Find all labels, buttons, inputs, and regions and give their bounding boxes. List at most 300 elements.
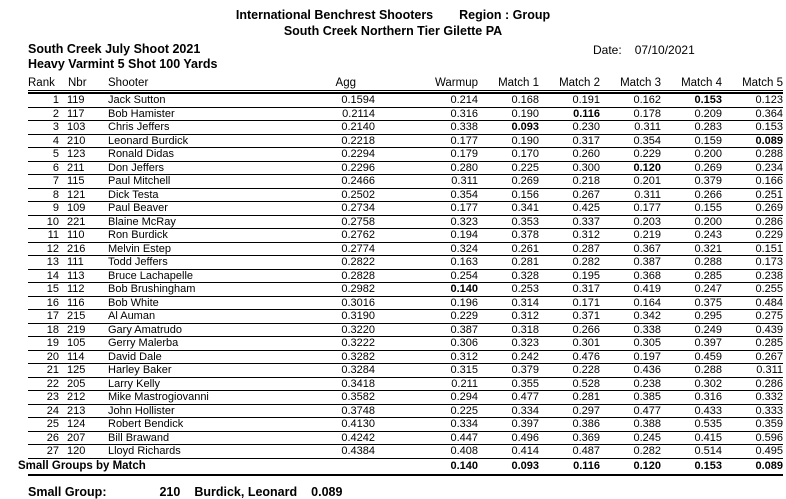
shooter-cell: Todd Jeffers [108, 256, 168, 268]
rank-cell: 5 [52, 148, 59, 160]
nbr-cell: 211 [67, 161, 85, 174]
rank-cell: 21 [46, 364, 59, 376]
shooter-cell: Dick Testa [108, 188, 159, 201]
column-header-warmup: Warmup [434, 77, 478, 89]
nbr-cell: 115 [67, 175, 85, 187]
match5-cell: 0.153 [755, 121, 783, 133]
match5-cell: 0.234 [755, 161, 783, 174]
match4-cell: 0.433 [694, 404, 722, 417]
table-row [28, 148, 783, 162]
agg-cell: 0.2294 [341, 148, 375, 160]
match3-cell: 0.388 [633, 418, 661, 430]
match2-cell: 0.337 [572, 215, 600, 228]
match3-cell: 0.238 [633, 377, 661, 390]
match3-cell: 0.387 [633, 256, 661, 268]
nbr-cell: 205 [67, 377, 86, 390]
match5-cell: 0.267 [755, 350, 783, 363]
rank-cell: 26 [46, 431, 59, 444]
match5-cell: 0.123 [755, 94, 783, 106]
match4-cell: 0.288 [694, 364, 722, 376]
match5-cell: 0.286 [755, 377, 783, 390]
agg-cell: 0.2828 [341, 269, 375, 282]
small-group-shooter: Burdick, Leonard [194, 484, 298, 499]
table-row [28, 175, 783, 189]
rank-cell: 8 [52, 188, 59, 201]
match2-cell: 0.317 [572, 283, 600, 295]
match4-cell: 0.288 [694, 256, 722, 268]
match5-cell: 0.596 [755, 431, 783, 444]
match1-cell: 0.496 [511, 431, 539, 444]
match2-cell: 0.317 [572, 134, 600, 147]
warmup-cell: 0.177 [450, 202, 478, 214]
rank-cell: 4 [52, 134, 59, 147]
agg-cell: 0.2218 [341, 134, 375, 147]
warmup-cell: 0.306 [450, 337, 478, 349]
shooter-cell: Paul Mitchell [108, 175, 171, 187]
match1-cell: 0.414 [511, 445, 539, 457]
match1-cell: 0.341 [511, 202, 539, 214]
agg-cell: 0.2982 [341, 283, 375, 295]
match1-cell: 0.355 [511, 377, 539, 390]
match4-cell: 0.316 [694, 391, 722, 403]
table-row [28, 310, 783, 324]
nbr-cell: 109 [67, 202, 86, 214]
shooter-cell: Bob Brushingham [108, 283, 196, 295]
shooter-cell: Ron Burdick [108, 229, 168, 241]
match1-cell: 0.334 [511, 404, 539, 417]
match3-cell: 0.419 [633, 283, 661, 295]
small-groups-label: Small Groups by Match [18, 459, 146, 472]
shooter-cell: Larry Kelly [108, 377, 160, 390]
agg-cell: 0.2774 [341, 242, 375, 255]
shooter-cell: Leonard Burdick [108, 134, 189, 147]
warmup-cell: 0.338 [450, 121, 478, 133]
match4-cell: 0.535 [694, 418, 722, 430]
shooter-cell: Ronald Didas [108, 148, 175, 160]
match1-cell: 0.190 [511, 134, 539, 147]
shooter-cell: David Dale [108, 350, 162, 363]
match1-cell: 0.093 [511, 121, 539, 133]
small-group-match4: 0.153 [694, 459, 722, 472]
match4-cell: 0.302 [694, 377, 722, 390]
nbr-cell: 117 [67, 107, 85, 120]
rank-cell: 13 [46, 256, 59, 268]
match5-cell: 0.151 [755, 242, 783, 255]
small-group-value: 0.089 [311, 484, 343, 499]
warmup-cell: 0.254 [450, 269, 478, 282]
nbr-cell: 123 [67, 148, 86, 160]
match5-cell: 0.332 [755, 391, 783, 403]
table-row [28, 135, 783, 149]
match5-cell: 0.439 [755, 323, 783, 336]
match3-cell: 0.219 [633, 229, 661, 241]
match1-cell: 0.323 [511, 337, 539, 349]
agg-cell: 0.2762 [341, 229, 375, 241]
match4-cell: 0.397 [694, 337, 722, 349]
agg-cell: 0.3190 [341, 310, 375, 322]
nbr-cell: 213 [67, 404, 86, 417]
match3-cell: 0.178 [633, 107, 661, 120]
nbr-cell: 210 [67, 134, 86, 147]
match3-cell: 0.197 [633, 350, 661, 363]
table-row [28, 108, 783, 122]
agg-cell: 0.2734 [341, 202, 375, 214]
date-block [593, 43, 695, 57]
match5-cell: 0.229 [755, 229, 783, 241]
table-row [28, 162, 783, 176]
warmup-cell: 0.334 [450, 418, 478, 430]
nbr-cell: 121 [67, 188, 86, 201]
match2-cell: 0.386 [572, 418, 600, 430]
match2-cell: 0.230 [572, 121, 600, 133]
match2-cell: 0.195 [572, 269, 600, 282]
match3-cell: 0.203 [633, 215, 661, 228]
agg-cell: 0.2296 [341, 161, 375, 174]
match1-cell: 0.253 [511, 283, 539, 295]
match5-cell: 0.333 [755, 404, 783, 417]
warmup-cell: 0.194 [450, 229, 478, 241]
small-group-match2: 0.116 [573, 459, 600, 472]
match3-cell: 0.436 [633, 364, 661, 376]
match2-cell: 0.487 [572, 445, 600, 457]
match1-cell: 0.328 [511, 269, 539, 282]
nbr-cell: 103 [67, 121, 86, 133]
nbr-cell: 221 [67, 215, 86, 228]
match2-cell: 0.191 [572, 94, 600, 106]
agg-cell: 0.3282 [341, 350, 375, 363]
date-label: Date: [593, 43, 622, 57]
match4-cell: 0.295 [694, 310, 722, 322]
match1-cell: 0.168 [511, 94, 539, 106]
event-name: South Creek July Shoot 2021 [28, 42, 201, 56]
match4-cell: 0.415 [694, 431, 722, 444]
warmup-cell: 0.315 [450, 364, 478, 376]
match2-cell: 0.267 [572, 188, 600, 201]
match1-cell: 0.318 [511, 323, 539, 336]
agg-cell: 0.4130 [341, 418, 375, 430]
shooter-cell: Blaine McRay [108, 215, 176, 228]
nbr-cell: 116 [67, 296, 85, 309]
table-row [28, 270, 783, 284]
rank-cell: 1 [52, 94, 59, 106]
small-group-match1: 0.093 [511, 459, 539, 472]
table-row [28, 324, 783, 338]
small-group-nbr: 210 [159, 484, 181, 499]
warmup-cell: 0.324 [450, 242, 478, 255]
warmup-cell: 0.140 [450, 283, 478, 295]
match2-cell: 0.281 [572, 391, 600, 403]
match5-cell: 0.285 [755, 337, 783, 349]
nbr-cell: 110 [67, 229, 85, 241]
warmup-cell: 0.387 [450, 323, 478, 336]
match5-cell: 0.484 [755, 296, 783, 309]
match1-cell: 0.477 [511, 391, 539, 403]
table-row [28, 351, 783, 365]
small-group-match3: 0.120 [633, 459, 661, 472]
column-header-agg: Agg [335, 77, 356, 89]
match3-cell: 0.368 [633, 269, 661, 282]
nbr-cell: 125 [67, 364, 86, 376]
match3-cell: 0.120 [633, 161, 661, 174]
match1-cell: 0.170 [511, 148, 539, 160]
nbr-cell: 120 [67, 445, 86, 457]
warmup-cell: 0.447 [450, 431, 478, 444]
match1-cell: 0.397 [511, 418, 539, 430]
agg-cell: 0.2758 [341, 215, 375, 228]
small-group-label: Small Group: [28, 484, 107, 499]
table-row [28, 243, 783, 257]
match2-cell: 0.300 [572, 161, 600, 174]
match4-cell: 0.321 [694, 242, 722, 255]
table-row [28, 94, 783, 108]
agg-cell: 0.3220 [341, 323, 375, 336]
match2-cell: 0.528 [572, 377, 600, 390]
shooter-cell: Al Auman [108, 310, 156, 322]
match2-cell: 0.476 [572, 350, 600, 363]
match1-cell: 0.378 [511, 229, 539, 241]
match3-cell: 0.164 [633, 296, 661, 309]
match4-cell: 0.514 [694, 445, 722, 457]
rank-cell: 9 [52, 202, 59, 214]
match4-cell: 0.266 [694, 188, 722, 201]
match5-cell: 0.166 [755, 175, 783, 187]
rank-cell: 2 [52, 107, 59, 120]
agg-cell: 0.3284 [341, 364, 375, 376]
rank-cell: 11 [47, 229, 59, 241]
match5-cell: 0.364 [755, 107, 783, 120]
warmup-cell: 0.408 [450, 445, 478, 457]
rank-cell: 3 [52, 121, 59, 133]
agg-cell: 0.2502 [341, 188, 375, 201]
match4-cell: 0.200 [694, 215, 722, 228]
report-title-block [0, 0, 786, 39]
agg-cell: 0.3418 [341, 377, 375, 390]
table-header-row [28, 77, 783, 91]
agg-cell: 0.4384 [341, 445, 375, 457]
match4-cell: 0.459 [694, 350, 722, 363]
match1-cell: 0.314 [511, 296, 539, 309]
warmup-cell: 0.225 [450, 404, 478, 417]
rank-cell: 14 [46, 269, 59, 282]
match1-cell: 0.353 [511, 215, 539, 228]
match1-cell: 0.225 [511, 161, 539, 174]
nbr-cell: 207 [67, 431, 86, 444]
match3-cell: 0.367 [633, 242, 661, 255]
region-label: Region : Group [459, 8, 551, 22]
match4-cell: 0.375 [694, 296, 722, 309]
shooter-cell: John Hollister [108, 404, 175, 417]
match1-cell: 0.261 [511, 242, 539, 255]
table-row [28, 432, 783, 446]
table-row [28, 229, 783, 243]
match3-cell: 0.385 [633, 391, 661, 403]
column-header-match4: Match 4 [681, 77, 722, 89]
warmup-cell: 0.163 [450, 256, 478, 268]
shooter-cell: Bruce Lachapelle [108, 269, 194, 282]
match2-cell: 0.312 [572, 229, 600, 241]
agg-cell: 0.2114 [342, 107, 375, 120]
nbr-cell: 119 [67, 94, 85, 106]
small-group-match5: 0.089 [755, 459, 783, 472]
match2-cell: 0.369 [572, 431, 600, 444]
table-row [28, 337, 783, 351]
match5-cell: 0.359 [755, 418, 783, 430]
organization-name: International Benchrest Shooters [235, 8, 434, 22]
warmup-cell: 0.311 [451, 175, 478, 187]
date-value: 07/10/2021 [634, 43, 695, 57]
agg-cell: 0.2822 [341, 256, 375, 268]
footer-divider-rule [28, 474, 783, 476]
match1-cell: 0.281 [511, 256, 539, 268]
match5-cell: 0.238 [755, 269, 783, 282]
rank-cell: 24 [46, 404, 59, 417]
rank-cell: 17 [46, 310, 59, 322]
table-row [28, 364, 783, 378]
nbr-cell: 112 [67, 283, 85, 295]
warmup-cell: 0.280 [450, 161, 478, 174]
shooter-cell: Robert Bendick [108, 418, 184, 430]
table-body [28, 94, 783, 459]
shooter-cell: Mike Mastrogiovanni [108, 391, 209, 403]
shooter-cell: Gerry Malerba [108, 337, 179, 349]
table-row [28, 445, 783, 459]
match1-cell: 0.242 [511, 350, 539, 363]
match5-cell: 0.275 [755, 310, 783, 322]
small-group-warmup: 0.140 [450, 459, 478, 472]
shooter-cell: Chris Jeffers [108, 121, 170, 133]
shooter-cell: Melvin Estep [108, 242, 171, 255]
title-line-1 [0, 7, 786, 23]
match2-cell: 0.228 [572, 364, 600, 376]
agg-cell: 0.2140 [341, 121, 375, 133]
warmup-cell: 0.196 [450, 296, 478, 309]
rank-cell: 20 [46, 350, 59, 363]
nbr-cell: 215 [67, 310, 86, 322]
table-row [28, 283, 783, 297]
nbr-cell: 113 [67, 269, 85, 282]
shooter-cell: Jack Sutton [108, 94, 166, 106]
agg-cell: 0.3016 [341, 296, 375, 309]
nbr-cell: 105 [67, 337, 86, 349]
match5-cell: 0.269 [755, 202, 783, 214]
warmup-cell: 0.316 [450, 107, 478, 120]
table-row [28, 378, 783, 392]
column-header-match1: Match 1 [498, 77, 539, 89]
column-header-match2: Match 2 [559, 77, 600, 89]
column-header-match3: Match 3 [620, 77, 661, 89]
match2-cell: 0.266 [572, 323, 600, 336]
table-row [28, 202, 783, 216]
table-row [28, 418, 783, 432]
table-row [28, 216, 783, 230]
table-row [28, 256, 783, 270]
match3-cell: 0.311 [634, 121, 661, 133]
match3-cell: 0.201 [633, 175, 661, 187]
agg-cell: 0.2466 [341, 175, 375, 187]
match4-cell: 0.249 [694, 323, 722, 336]
match3-cell: 0.245 [633, 431, 661, 444]
shooter-cell: Bob White [108, 296, 159, 309]
match3-cell: 0.229 [633, 148, 661, 160]
column-header-nbr: Nbr [68, 77, 87, 89]
rank-cell: 15 [46, 283, 59, 295]
table-row [28, 121, 783, 135]
shooter-cell: Bill Brawand [108, 431, 170, 444]
match3-cell: 0.311 [634, 188, 661, 201]
match1-cell: 0.379 [511, 364, 539, 376]
match5-cell: 0.495 [755, 445, 783, 457]
match2-cell: 0.425 [572, 202, 600, 214]
column-header-match5: Match 5 [742, 77, 783, 89]
match2-cell: 0.171 [572, 296, 600, 309]
match4-cell: 0.155 [694, 202, 722, 214]
rank-cell: 18 [46, 323, 59, 336]
match1-cell: 0.269 [511, 175, 539, 187]
nbr-cell: 219 [67, 323, 86, 336]
rank-cell: 25 [46, 418, 59, 430]
results-table [28, 77, 783, 91]
rank-cell: 12 [46, 242, 59, 255]
match3-cell: 0.177 [633, 202, 661, 214]
overall-small-group-line [28, 485, 786, 499]
shooter-cell: Harley Baker [108, 364, 172, 376]
nbr-cell: 216 [67, 242, 86, 255]
match3-cell: 0.342 [633, 310, 661, 322]
rank-cell: 19 [46, 337, 59, 349]
match4-cell: 0.159 [694, 134, 722, 147]
match2-cell: 0.218 [572, 175, 600, 187]
match5-cell: 0.311 [756, 364, 783, 376]
agg-cell: 0.3748 [341, 404, 375, 417]
match3-cell: 0.354 [633, 134, 661, 147]
match1-cell: 0.312 [511, 310, 539, 322]
agg-cell: 0.3582 [341, 391, 375, 403]
event-info [0, 42, 786, 72]
match5-cell: 0.251 [755, 188, 783, 201]
match4-cell: 0.285 [694, 269, 722, 282]
agg-cell: 0.4242 [341, 431, 375, 444]
match4-cell: 0.379 [694, 175, 722, 187]
match3-cell: 0.305 [633, 337, 661, 349]
table-row [28, 405, 783, 419]
match5-cell: 0.255 [755, 283, 783, 295]
warmup-cell: 0.323 [450, 215, 478, 228]
match2-cell: 0.301 [572, 337, 600, 349]
column-header-shooter: Shooter [108, 77, 149, 89]
shooter-cell: Bob Hamister [108, 107, 175, 120]
table-row [28, 189, 783, 203]
match5-cell: 0.288 [755, 148, 783, 160]
rank-cell: 27 [46, 445, 59, 457]
match1-cell: 0.156 [511, 188, 539, 201]
column-header-rank: Rank [28, 77, 55, 89]
warmup-cell: 0.294 [450, 391, 478, 403]
match2-cell: 0.371 [572, 310, 600, 322]
match3-cell: 0.338 [633, 323, 661, 336]
warmup-cell: 0.312 [450, 350, 478, 363]
match2-cell: 0.282 [572, 256, 600, 268]
small-groups-by-match-row [18, 459, 783, 473]
class-name: Heavy Varmint 5 Shot 100 Yards [28, 57, 218, 71]
match5-cell: 0.173 [755, 256, 783, 268]
shooter-cell: Don Jeffers [108, 161, 165, 174]
match4-cell: 0.269 [694, 161, 722, 174]
match4-cell: 0.243 [694, 229, 722, 241]
agg-cell: 0.3222 [341, 337, 375, 349]
shooter-cell: Lloyd Richards [108, 445, 181, 457]
warmup-cell: 0.177 [450, 134, 478, 147]
match5-cell: 0.286 [755, 215, 783, 228]
